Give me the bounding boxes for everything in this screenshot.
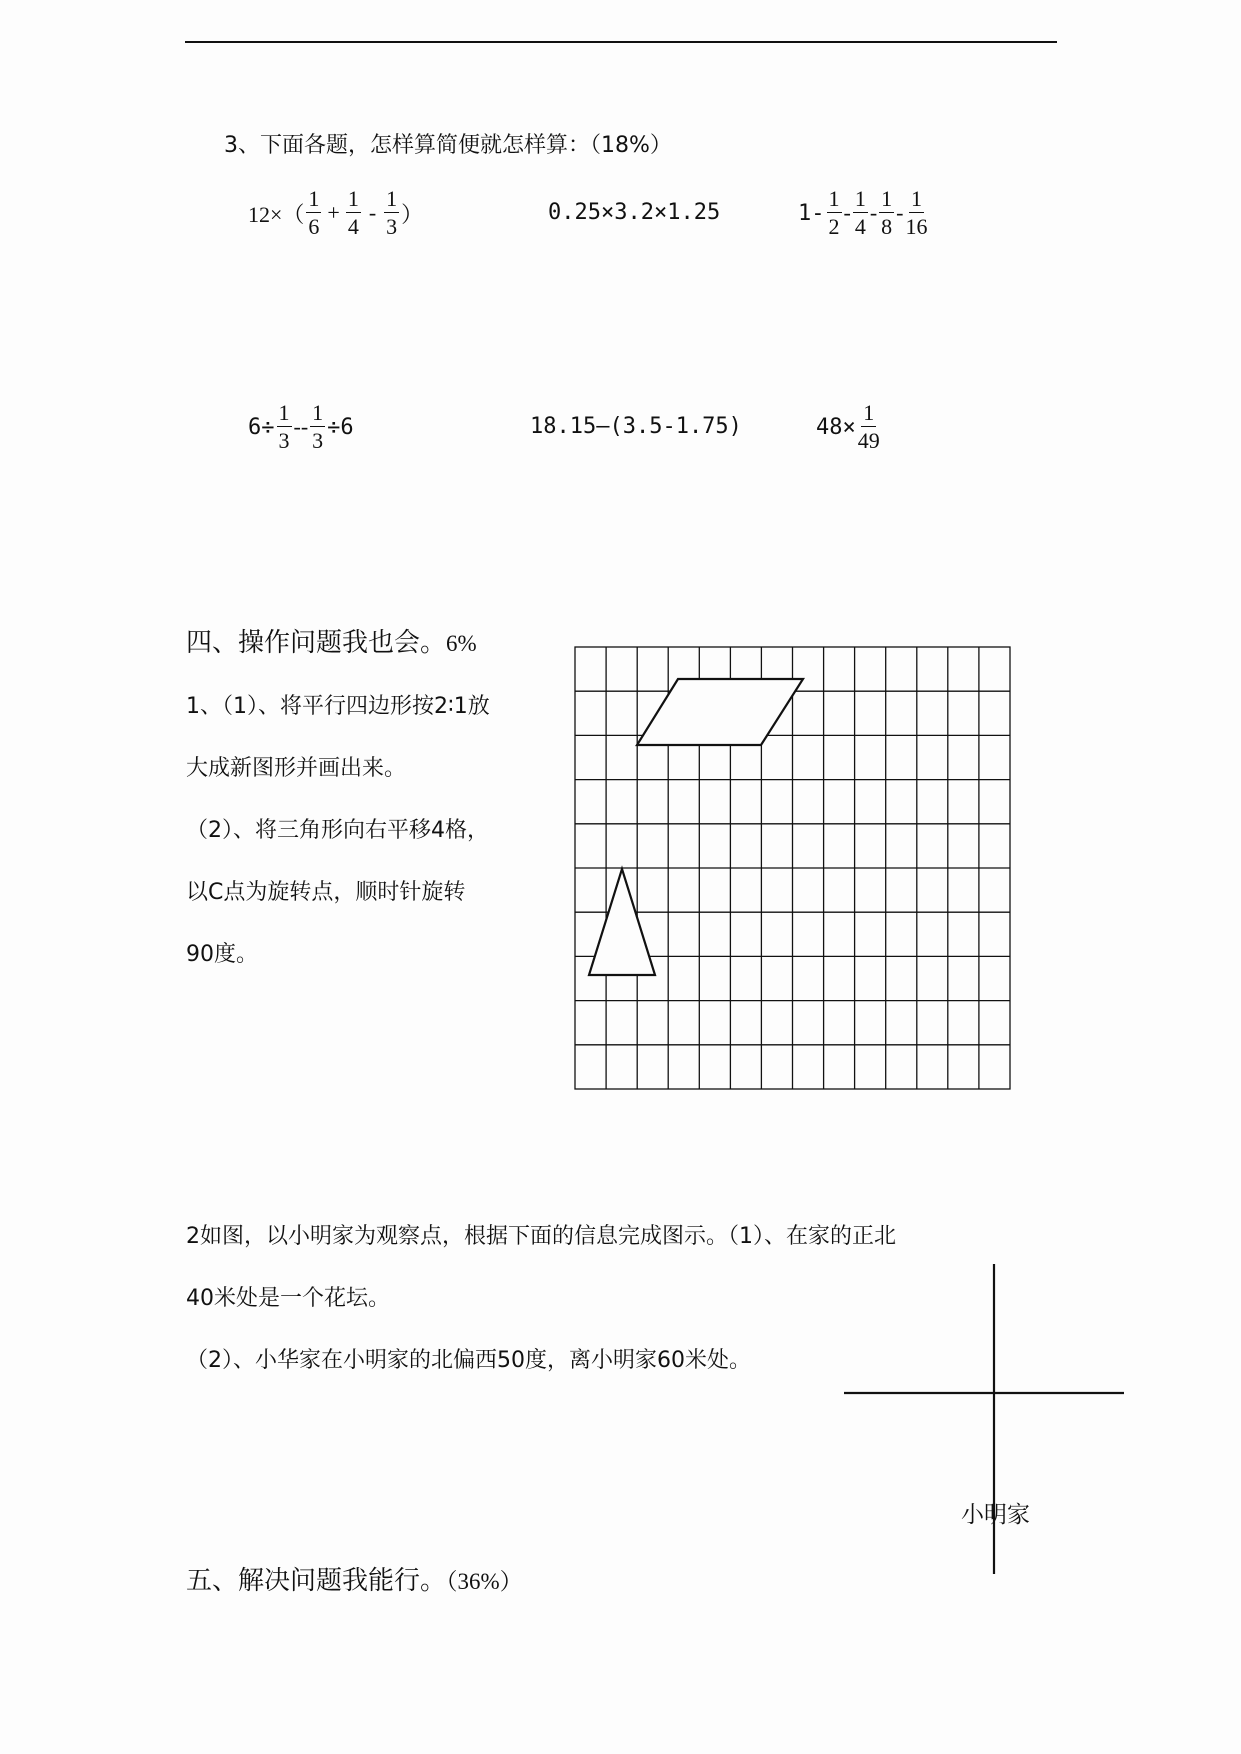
graph-paper-grid <box>574 646 1012 1092</box>
operator: -- <box>293 414 309 439</box>
fraction: $\frac{1}{16}$ <box>905 186 928 239</box>
fraction: $\frac{1}{4}$ <box>854 186 866 239</box>
fraction: $\frac{1}{49}$ <box>857 400 880 453</box>
fraction: $\frac{1}{3}$ <box>278 400 290 453</box>
fraction: $\frac{1}{2}$ <box>828 186 840 239</box>
fraction: $\frac{1}{3}$ <box>386 186 398 239</box>
operator: + <box>327 200 340 225</box>
q2-line: （2）、小华家在小明家的北偏西50度，离小明家60米处。 <box>186 1348 751 1373</box>
expression-3 <box>798 188 929 238</box>
triangle-shape <box>589 869 655 975</box>
expr-suffix: ） <box>401 201 424 227</box>
q2-line: 2如图，以小明家为观察点，根据下面的信息完成图示。（1）、在家的正北 <box>186 1224 896 1249</box>
section4-title <box>186 622 477 659</box>
q1-line: 大成新图形并画出来。 <box>186 756 407 781</box>
expression-5 <box>530 414 742 439</box>
operator: - <box>843 200 851 225</box>
expr-prefix: 48× <box>816 414 856 440</box>
expression-2 <box>548 200 720 225</box>
compass-cross <box>840 1262 1130 1578</box>
q2-line: 40米处是一个花坛。 <box>186 1286 390 1311</box>
expr-text: 18.15–(3.5-1.75) <box>530 414 742 439</box>
expression-4 <box>248 402 354 452</box>
fraction: $\frac{1}{8}$ <box>881 186 893 239</box>
q1-line: 90度。 <box>186 942 258 967</box>
header-rule <box>185 41 1057 43</box>
fraction: $\frac{1}{6}$ <box>308 186 320 239</box>
expr-suffix: ÷6 <box>327 414 354 440</box>
section3-title: 3、下面各题，怎样算简便就怎样算：（18%） <box>224 133 672 158</box>
operator: - <box>368 200 377 225</box>
grid-lines <box>575 647 1010 1089</box>
expression-1 <box>248 188 423 238</box>
section5-title-text: 五、解决问题我能行。 <box>186 1566 447 1596</box>
fraction: $\frac{1}{4}$ <box>347 186 359 239</box>
expression-6 <box>816 402 882 452</box>
expr-prefix: 6÷ <box>248 414 275 440</box>
section5-title <box>186 1560 523 1597</box>
compass-origin-label: 小明家 <box>961 1502 1030 1528</box>
fraction: $\frac{1}{3}$ <box>312 400 324 453</box>
q1-line: 1、（1）、将平行四边形按2∶1放 <box>186 694 490 719</box>
section4-title-text: 四、操作问题我也会。 <box>186 628 447 658</box>
expr-text: 0.25×3.2×1.25 <box>548 200 721 225</box>
expr-prefix: 1- <box>798 200 825 226</box>
q1-line: 以C点为旋转点，顺时针旋转 <box>186 880 466 905</box>
section4-title-pct: 6% <box>446 631 477 656</box>
q2-text <box>186 1206 896 1392</box>
expr-prefix: 12×（ <box>248 201 305 227</box>
q1-text <box>186 676 490 986</box>
operator: - <box>896 200 904 225</box>
operator: - <box>869 200 878 225</box>
q1-line: （2）、将三角形向右平移4格， <box>186 818 489 843</box>
section5-title-pct: （36%） <box>446 1569 523 1594</box>
